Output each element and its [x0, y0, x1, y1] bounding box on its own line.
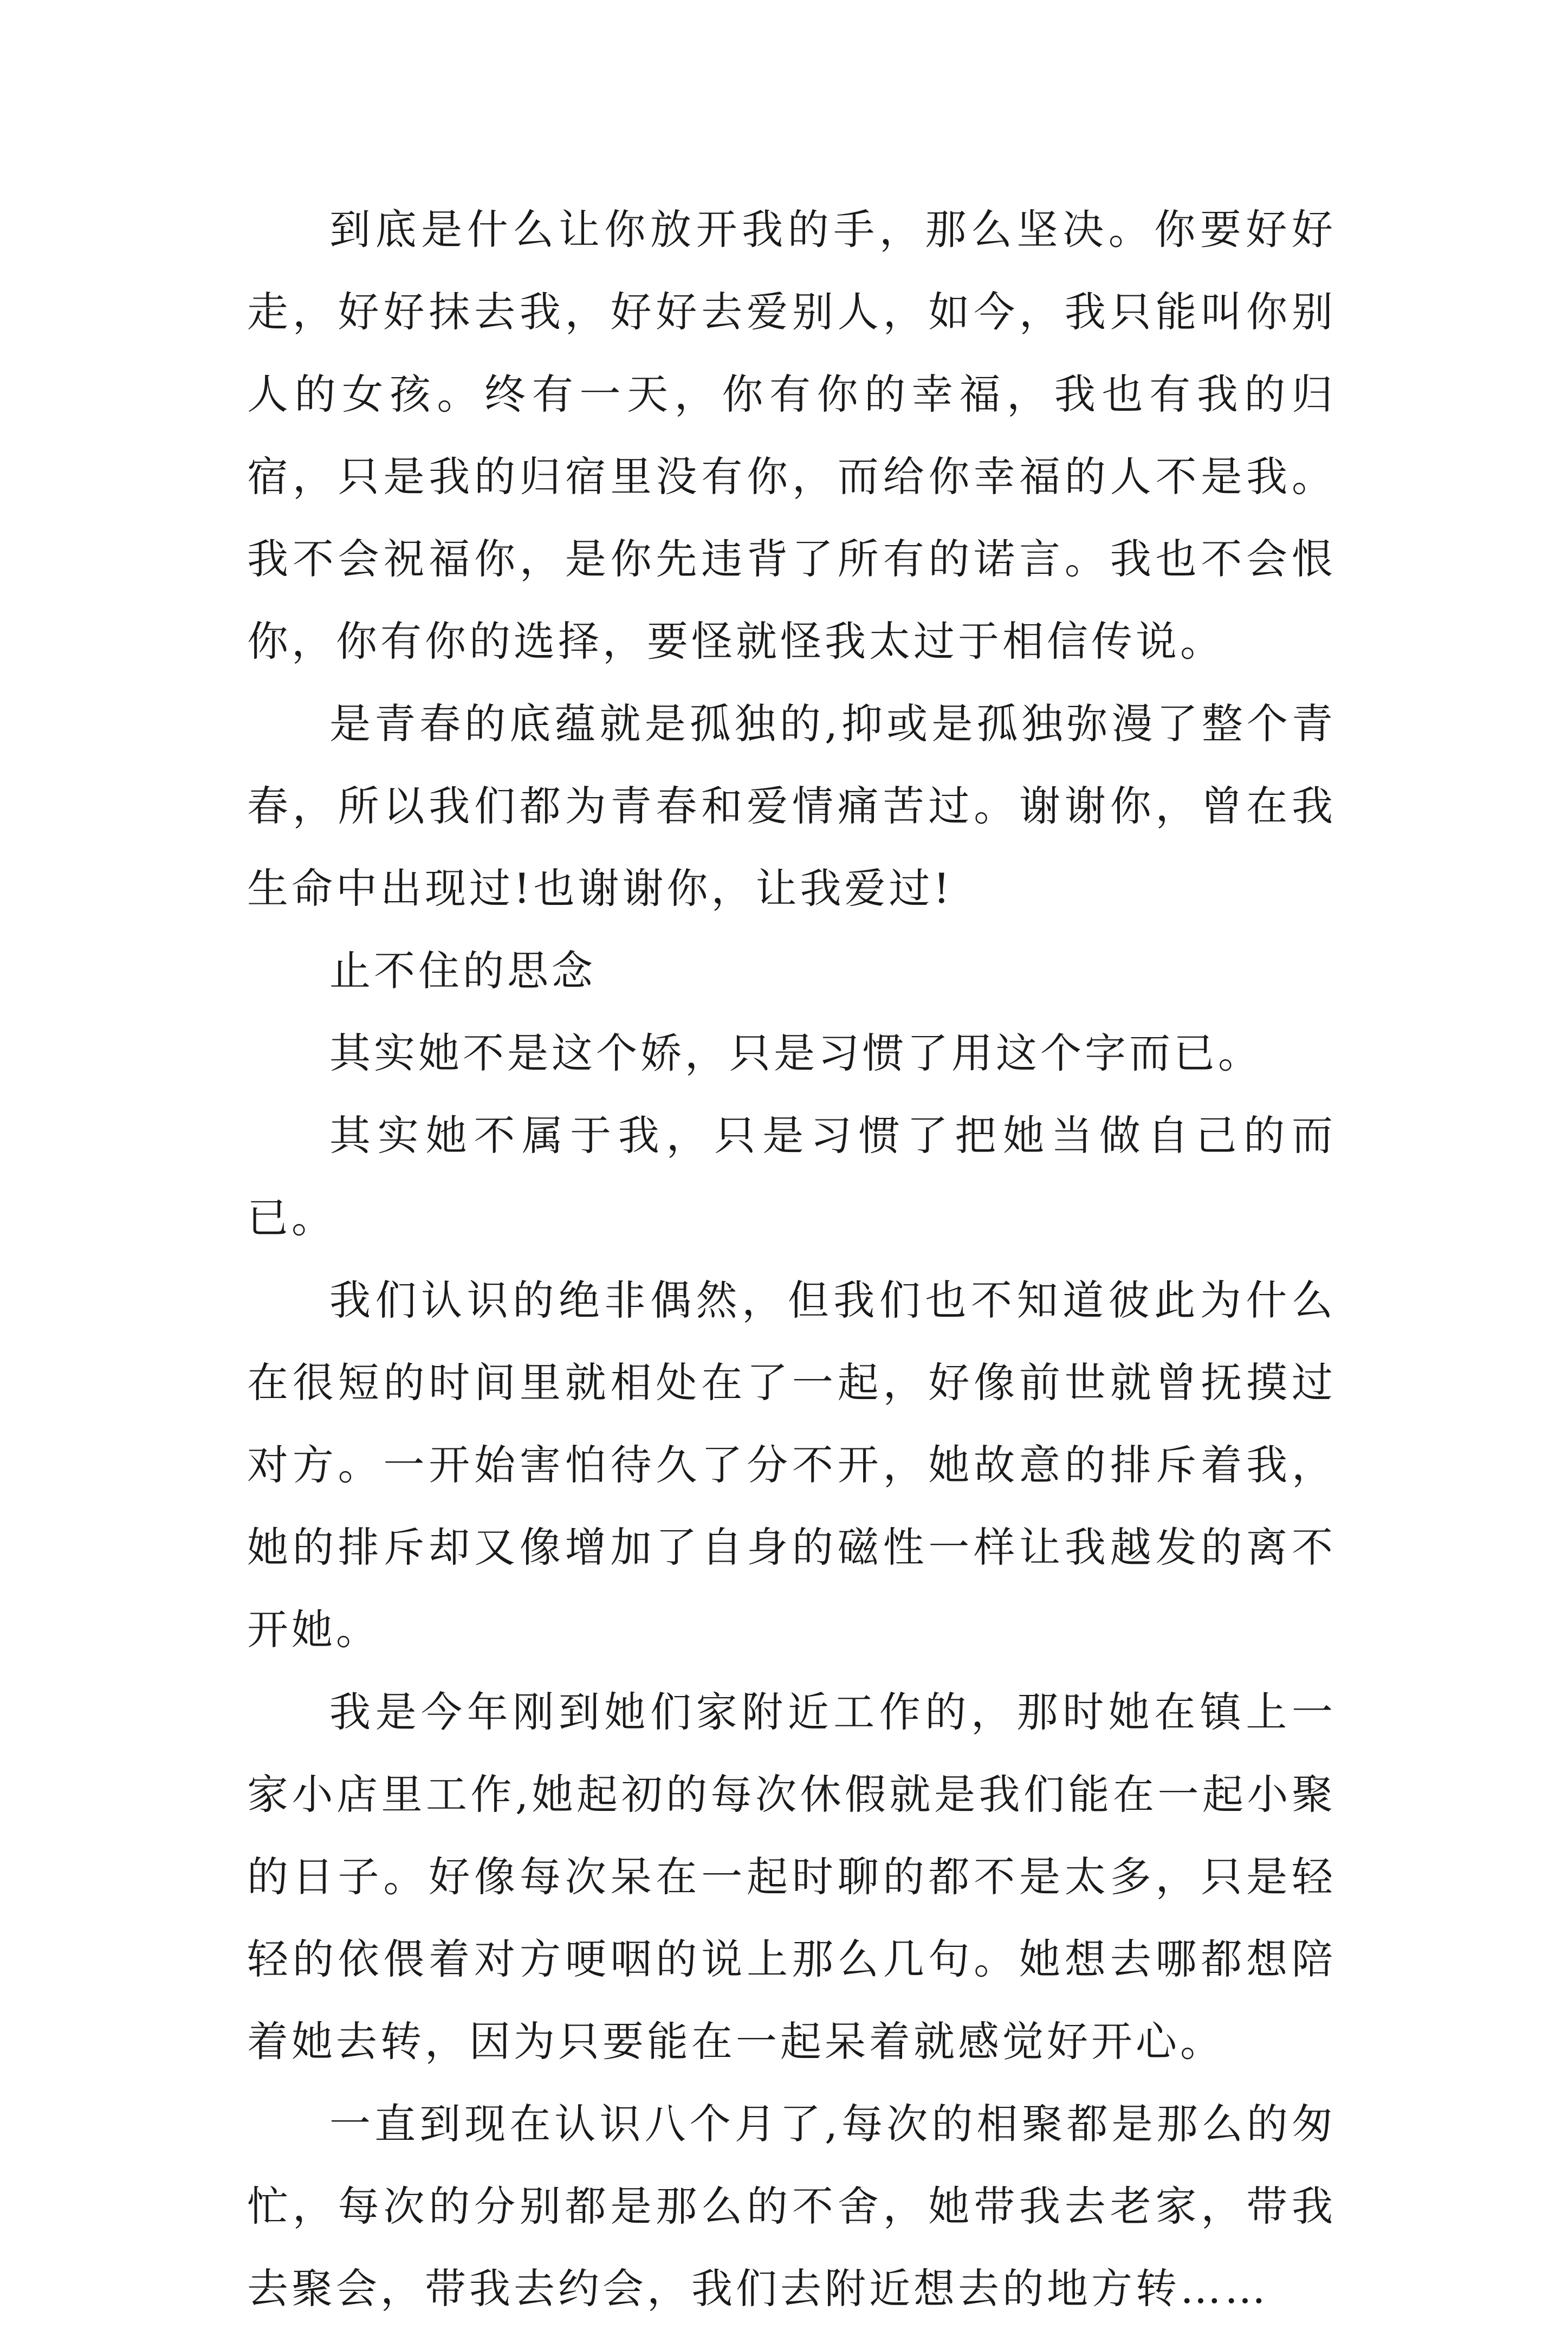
paragraph: 我们认识的绝非偶然，但我们也不知道彼此为什么在很短的时间里就相处在了一起，好像前世就曾抚摸过对方。一开始害怕待久了分不开，她故意的排斥着我，她的排斥却又像增加了自身的磁性一样让我越发的离不开她。 [247, 1276, 1336, 1654]
paragraph: 其实她不属于我，只是习惯了把她当做自己的而已。 [247, 1111, 1336, 1242]
paragraph: 我是今年刚到她们家附近工作的，那时她在镇上一家小店里工作,她起初的每次休假就是我们能在一起小聚的日子。好像每次呆在一起时聊的都不是太多，只是轻轻的依偎着对方哽咽的说上那么几句。她想去哪都想陪着她去转，因为只要能在一起呆着就感觉好开心。 [247, 1688, 1336, 2066]
paragraph: 到底是什么让你放开我的手，那么坚决。你要好好走，好好抹去我，好好去爱别人，如今，我只能叫你别人的女孩。终有一天，你有你的幸福，我也有我的归宿，只是我的归宿里没有你，而给你幸福的人不是我。我不会祝福你，是你先违背了所有的诺言。我也不会恨你，你有你的选择，要怪就怪我太过于相信传说。 [247, 205, 1336, 665]
paragraph: 一直到现在认识八个月了,每次的相聚都是那么的匆忙，每次的分别都是那么的不舍，她带我去老家，带我去聚会，带我去约会，我们去附近想去的地方转…… [247, 2100, 1336, 2313]
document-body [247, 189, 1336, 2330]
paragraph: 是青春的底蕴就是孤独的,抑或是孤独弥漫了整个青春，所以我们都为青春和爱情痛苦过。谢谢你，曾在我生命中出现过!也谢谢你，让我爱过! [247, 700, 1336, 912]
paragraph: 其实她不是这个娇，只是习惯了用这个字而已。 [329, 1029, 1262, 1077]
section-heading: 止不住的思念 [329, 947, 596, 995]
